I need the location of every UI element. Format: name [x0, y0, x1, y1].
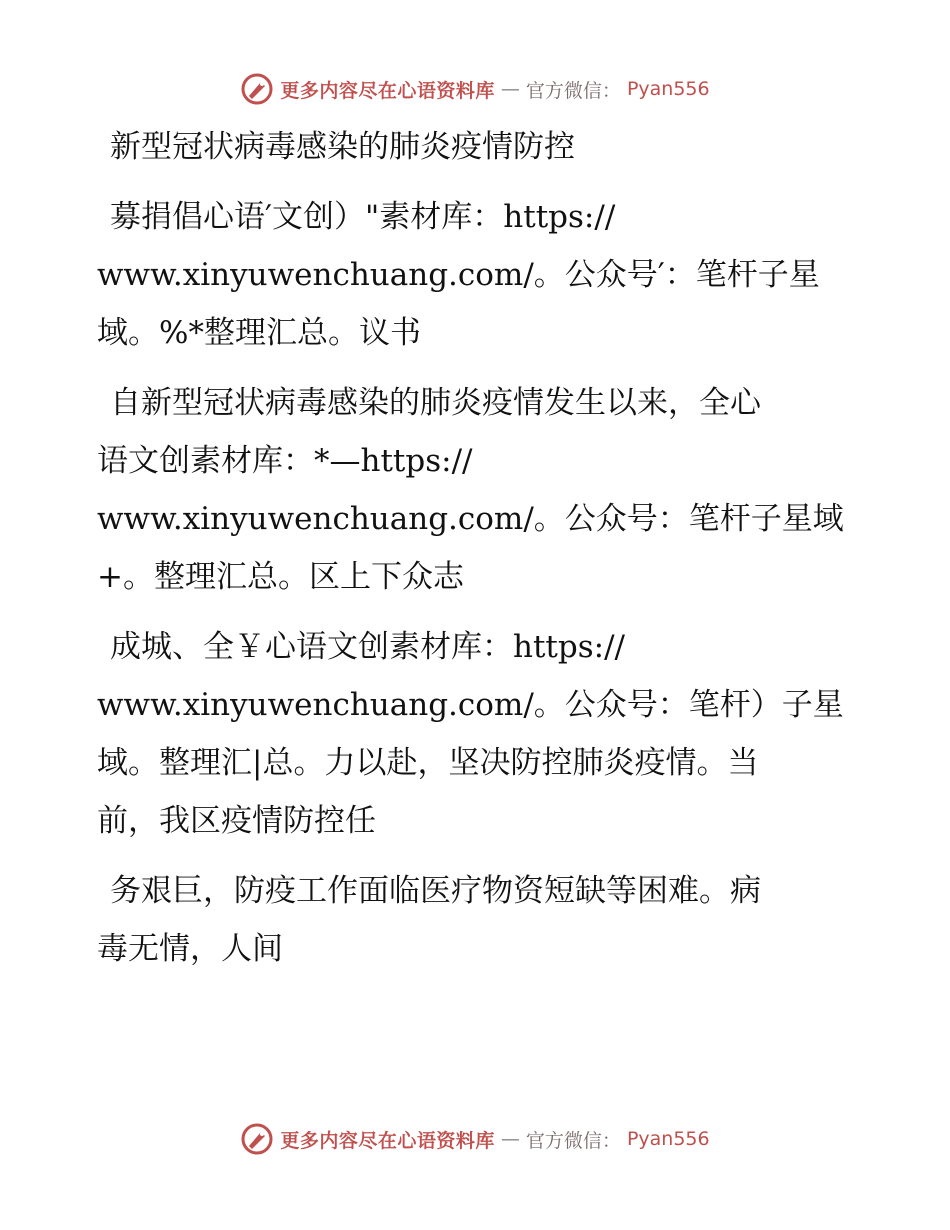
pen-nib-logo-icon	[240, 72, 274, 106]
paragraph-title	[97, 118, 837, 176]
text-line: 毒无情，人间	[97, 931, 283, 967]
text-line: 域。%*整理汇总。议书	[97, 315, 421, 351]
text-line: 新型冠状病毒感染的肺炎疫情防控	[110, 129, 575, 165]
footer-banner	[0, 1122, 950, 1156]
header-banner	[0, 72, 950, 106]
text-line: 语文创素材库：*—https://	[97, 443, 473, 479]
paragraph	[97, 374, 844, 606]
text-line: www.xinyuwenchuang.com/。公众号′：笔杆子星	[97, 257, 820, 293]
text-line: www.xinyuwenchuang.com/。公众号：笔杆子星域	[97, 501, 844, 537]
banner-separator: —	[500, 1128, 520, 1150]
paragraph	[97, 862, 837, 978]
banner-wechat-label: 官方微信：	[525, 79, 621, 102]
paragraph	[97, 188, 837, 362]
pen-nib-logo-icon	[240, 1122, 274, 1156]
text-line: 成城、全￥心语文创素材库：https://	[110, 629, 625, 665]
banner-separator: —	[500, 78, 520, 100]
banner-main-text: 更多内容尽在心语资料库	[280, 1129, 495, 1152]
text-line: +。整理汇总。区上下众志	[97, 559, 464, 595]
text-line: 域。整理汇|总。力以赴，坚决防控肺炎疫情。当	[97, 745, 759, 781]
banner-main-text: 更多内容尽在心语资料库	[280, 79, 495, 102]
text-line: www.xinyuwenchuang.com/。公众号：笔杆）子星	[97, 687, 844, 723]
banner-wechat-label: 官方微信：	[525, 1129, 621, 1152]
banner-wechat-id: Pyan556	[626, 1128, 710, 1150]
text-line: 务艰巨，防疫工作面临医疗物资短缺等困难。病	[110, 873, 761, 909]
paragraph	[97, 618, 844, 850]
document-body	[97, 118, 844, 990]
text-line: 募捐倡心语′文创）"素材库：https://	[110, 199, 616, 235]
banner-wechat-id: Pyan556	[626, 78, 710, 100]
text-line: 自新型冠状病毒感染的肺炎疫情发生以来，全心	[110, 385, 761, 421]
text-line: 前，我区疫情防控任	[97, 803, 376, 839]
